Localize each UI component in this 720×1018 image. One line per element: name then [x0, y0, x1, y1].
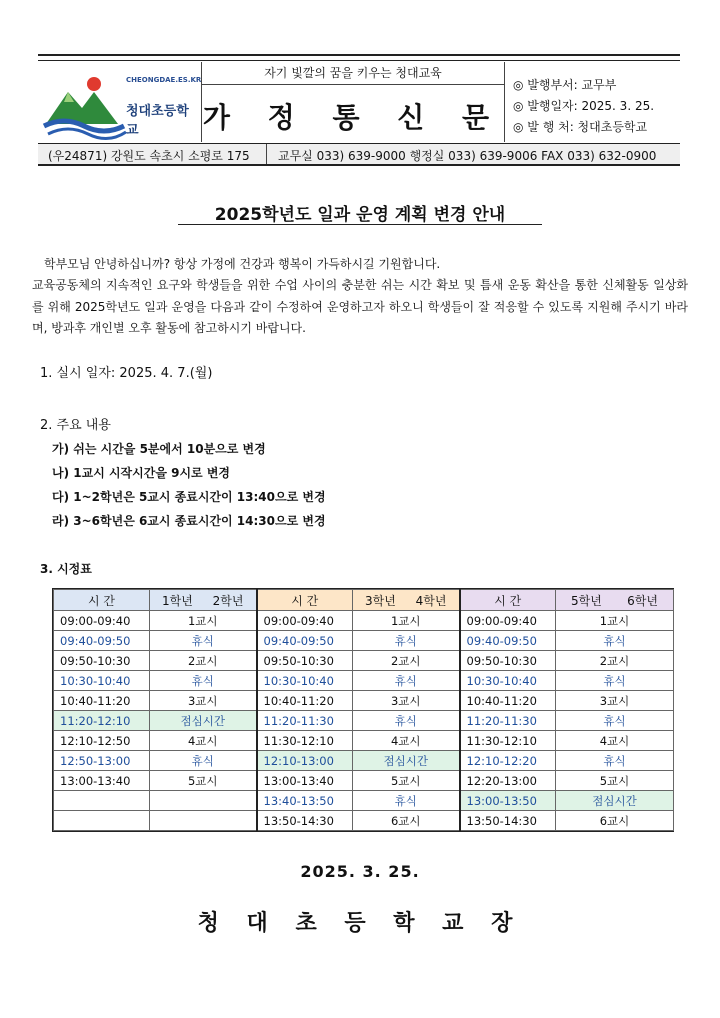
- grade-label: 2학년: [212, 593, 244, 608]
- time-cell: 10:30-10:40: [460, 671, 556, 691]
- activity-cell: 1교시: [353, 611, 460, 631]
- greeting: 학부모님 안녕하십니까? 항상 가정에 건강과 행복이 가득하시길 기원합니다.: [44, 257, 441, 271]
- time-cell: 11:20-11:30: [257, 711, 353, 731]
- header-bottom-rule: [38, 164, 680, 166]
- grade-label: 6학년: [627, 593, 658, 608]
- timetable-row: [54, 671, 674, 691]
- grade-label: 1학년: [162, 593, 193, 608]
- document-title-underline: [178, 224, 542, 225]
- school-phones: 교무실 033) 639-9000 행정실 033) 639-9006 FAX 033) 632-0900: [278, 149, 657, 163]
- activity-cell: 휴식: [150, 631, 257, 651]
- intro-paragraph: 교육공동체의 지속적인 요구와 학생들을 위한 수업 사이의 충분한 쉬는 시간 확보 및 틈새 운동 확산을 통한 신체활동 일상화를 위해 2025학년도 일과 운영을 다음과 같이 수정하여 운영하고자 하오니 학생들이 잘 적응할 수 있도록 지원해 주시기 바라며, 방과후 개인별 오후 활동에 참고하시기 바랍니다.: [32, 278, 688, 335]
- time-cell: 09:00-09:40: [54, 611, 150, 631]
- activity-cell: [150, 791, 257, 811]
- activity-cell: 점심시간: [150, 711, 257, 731]
- activity-cell: 휴식: [150, 751, 257, 771]
- time-cell: 09:40-09:50: [460, 631, 556, 651]
- section-timetable: 3. 시정표: [40, 562, 92, 576]
- timetable-grid: [53, 589, 674, 831]
- timetable-row: [54, 791, 674, 811]
- activity-cell: 4교시: [556, 731, 674, 751]
- time-cell: 13:50-14:30: [460, 811, 556, 831]
- time-cell: 11:30-12:10: [257, 731, 353, 751]
- timetable-row: [54, 691, 674, 711]
- grade-label: 5학년: [571, 593, 602, 608]
- time-cell: [54, 811, 150, 831]
- time-cell: 10:40-11:20: [54, 691, 150, 711]
- activity-cell: 점심시간: [556, 791, 674, 811]
- activity-cell: 6교시: [556, 811, 674, 831]
- content-item: 나) 1교시 시작시간을 9시로 변경: [52, 466, 230, 480]
- publication-date: ◎ 발행일자: 2025. 3. 25.: [513, 99, 655, 113]
- activity-cell: 휴식: [353, 671, 460, 691]
- publication-department: ◎ 발행부서: 교무부: [513, 78, 617, 92]
- timetable: [52, 588, 674, 832]
- time-cell: [54, 791, 150, 811]
- time-cell: 13:50-14:30: [257, 811, 353, 831]
- content-item: 다) 1~2학년은 5교시 종료시간이 13:40으로 변경: [52, 490, 326, 504]
- header-top-rule-inner: [38, 60, 680, 61]
- section-main-content: 2. 주요 내용: [40, 418, 111, 433]
- time-cell: 09:00-09:40: [460, 611, 556, 631]
- time-cell: 12:20-13:00: [460, 771, 556, 791]
- activity-cell: 3교시: [556, 691, 674, 711]
- activity-cell: 6교시: [353, 811, 460, 831]
- time-cell: 10:40-11:20: [257, 691, 353, 711]
- time-cell: 09:50-10:30: [257, 651, 353, 671]
- time-cell: 12:10-12:50: [54, 731, 150, 751]
- activity-cell: 휴식: [556, 711, 674, 731]
- grade-column-header: [556, 590, 674, 611]
- activity-cell: 휴식: [556, 751, 674, 771]
- activity-cell: 2교시: [353, 651, 460, 671]
- timetable-row: [54, 731, 674, 751]
- section-implementation-date: 1. 실시 일자: 2025. 4. 7.(월): [40, 366, 213, 381]
- activity-cell: 3교시: [150, 691, 257, 711]
- time-cell: 10:30-10:40: [257, 671, 353, 691]
- school-address: (우24871) 강원도 속초시 소평로 175: [48, 149, 250, 163]
- logo-school-name: 청대초등학교: [126, 104, 189, 138]
- timetable-row: [54, 811, 674, 831]
- header-top-rule: [38, 54, 680, 56]
- activity-cell: 3교시: [353, 691, 460, 711]
- issue-date: 2025. 3. 25.: [300, 862, 420, 881]
- activity-cell: 2교시: [556, 651, 674, 671]
- content-item: 가) 쉬는 시간을 5분에서 10분으로 변경: [52, 442, 266, 456]
- activity-cell: 1교시: [150, 611, 257, 631]
- time-column-header: 시 간: [54, 590, 150, 611]
- time-cell: 11:20-12:10: [54, 711, 150, 731]
- time-cell: 12:10-12:20: [460, 751, 556, 771]
- time-cell: 12:50-13:00: [54, 751, 150, 771]
- activity-cell: 휴식: [150, 671, 257, 691]
- timetable-row: [54, 751, 674, 771]
- grade-label: 4학년: [415, 593, 447, 608]
- grade-column-header: [150, 590, 257, 611]
- activity-cell: [150, 811, 257, 831]
- time-cell: 11:30-12:10: [460, 731, 556, 751]
- publication-info: [504, 62, 681, 142]
- document-title: 2025학년도 일과 운영 계획 변경 안내: [214, 205, 506, 225]
- time-cell: 11:20-11:30: [460, 711, 556, 731]
- time-cell: 09:50-10:30: [54, 651, 150, 671]
- timetable-row: [54, 711, 674, 731]
- time-cell: 12:10-13:00: [257, 751, 353, 771]
- newsletter-title: 가 정 통 신 문: [202, 101, 504, 134]
- time-cell: 09:40-09:50: [257, 631, 353, 651]
- activity-cell: 휴식: [353, 631, 460, 651]
- activity-cell: 2교시: [150, 651, 257, 671]
- newsletter-header: [38, 54, 680, 166]
- timetable-header-row: [54, 590, 674, 611]
- time-cell: 13:00-13:40: [257, 771, 353, 791]
- activity-cell: 5교시: [556, 771, 674, 791]
- contact-bar: [38, 144, 680, 164]
- timetable-row: [54, 771, 674, 791]
- time-cell: 13:00-13:40: [54, 771, 150, 791]
- timetable-row: [54, 631, 674, 651]
- time-cell: 09:40-09:50: [54, 631, 150, 651]
- slogan-divider: [202, 84, 504, 85]
- time-cell: 09:00-09:40: [257, 611, 353, 631]
- time-column-header: 시 간: [257, 590, 353, 611]
- time-cell: 10:30-10:40: [54, 671, 150, 691]
- time-column-header: 시 간: [460, 590, 556, 611]
- grade-label: 3학년: [365, 593, 396, 608]
- timetable-row: [54, 651, 674, 671]
- activity-cell: 4교시: [150, 731, 257, 751]
- time-cell: 13:00-13:50: [460, 791, 556, 811]
- school-logo: [38, 62, 202, 142]
- activity-cell: 휴식: [556, 671, 674, 691]
- activity-cell: 휴식: [353, 791, 460, 811]
- activity-cell: 점심시간: [353, 751, 460, 771]
- content-item: 라) 3~6학년은 6교시 종료시간이 14:30으로 변경: [52, 514, 326, 528]
- logo-url-text: CHEONGDAE.ES.KR: [126, 76, 202, 84]
- activity-cell: 4교시: [353, 731, 460, 751]
- activity-cell: 5교시: [150, 771, 257, 791]
- time-cell: 13:40-13:50: [257, 791, 353, 811]
- activity-cell: 1교시: [556, 611, 674, 631]
- contact-divider: [266, 144, 267, 164]
- principal-signature: 청 대 초 등 학 교 장: [197, 911, 523, 936]
- slogan: 자기 빛깔의 꿈을 키우는 청대교육: [264, 66, 442, 80]
- activity-cell: 휴식: [556, 631, 674, 651]
- grade-column-header: [353, 590, 460, 611]
- publication-publisher: ◎ 발 행 처: 청대초등학교: [513, 120, 648, 134]
- activity-cell: 5교시: [353, 771, 460, 791]
- time-cell: 09:50-10:30: [460, 651, 556, 671]
- activity-cell: 휴식: [353, 711, 460, 731]
- timetable-row: [54, 611, 674, 631]
- title-cell: [202, 62, 504, 142]
- time-cell: 10:40-11:20: [460, 691, 556, 711]
